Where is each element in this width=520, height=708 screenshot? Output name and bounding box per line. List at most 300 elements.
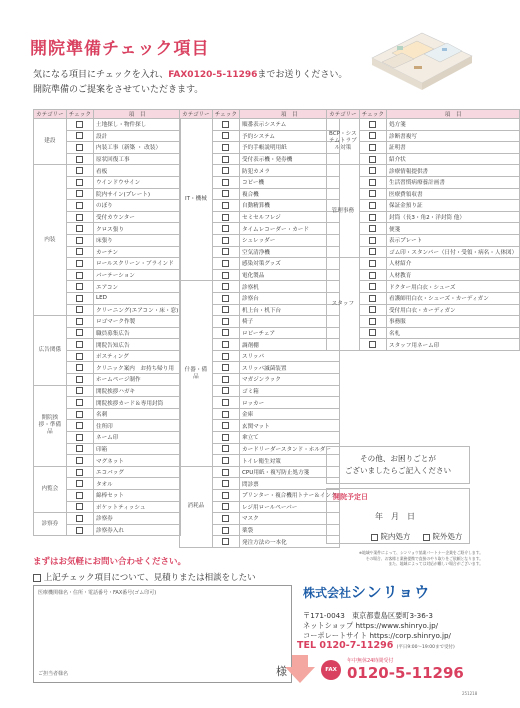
item-label: 受付カウンター [93,211,180,223]
check-cell[interactable] [212,316,239,328]
check-cell[interactable] [359,223,386,235]
checkbox[interactable] [222,492,229,499]
check-cell[interactable] [66,142,93,154]
item-label: 事務服 [386,316,519,328]
out-of-house-prescription-option[interactable] [423,531,462,542]
checkbox[interactable] [222,156,229,163]
header-item: 項 目 [239,110,339,119]
fax-number: 0120-5-11296 [347,664,464,682]
check-cell[interactable] [359,316,386,328]
item-label: 開院挨拶カード＆専用封筒 [93,397,180,409]
checkbox[interactable] [222,295,229,302]
lead-line1-after: までお送りください。 [257,70,348,80]
check-cell[interactable] [359,176,386,188]
checkbox[interactable] [76,364,83,371]
checkbox[interactable] [222,167,229,174]
schedule-title: 開院予定日 [333,493,368,501]
checkbox[interactable] [222,214,229,221]
check-cell[interactable] [212,513,239,525]
table-header-row [327,110,520,119]
checkbox[interactable] [369,144,376,151]
check-cell[interactable] [212,374,239,386]
check-cell[interactable] [66,119,93,131]
checkbox[interactable] [222,306,229,313]
checkbox[interactable] [222,399,229,406]
check-cell[interactable] [212,223,239,235]
checkbox[interactable] [76,237,83,244]
checkbox[interactable] [222,411,229,418]
item-label: 受付表示機・発券機 [239,153,339,165]
check-cell[interactable] [359,246,386,258]
check-cell[interactable] [66,374,93,386]
contact-headline: まずはお気軽にお問い合わせください。 [33,557,187,567]
header-item: 項 目 [386,110,519,119]
checklist-row [180,281,340,293]
category-label: 管理事務 [327,165,360,258]
corp-url: コーポレートサイト https://corp.shinryo.jp/ [303,631,451,640]
checkbox[interactable] [76,341,83,348]
item-label: ウインドウサイン [93,176,180,188]
checkbox[interactable] [222,457,229,464]
check-cell[interactable] [212,536,239,548]
check-cell[interactable] [212,130,239,142]
check-cell[interactable] [66,478,93,490]
checklist-row [34,316,181,328]
check-cell[interactable] [359,281,386,293]
checkbox[interactable] [369,329,376,336]
check-cell[interactable] [359,258,386,270]
check-cell[interactable] [212,188,239,200]
item-label: ロビーチェア [239,327,339,339]
checkbox[interactable] [369,318,376,325]
checkbox[interactable] [222,179,229,186]
header-check: チェック [66,110,93,119]
check-cell[interactable] [66,176,93,188]
item-label: ロールスクリーン・ブラインド [93,258,180,270]
category-label: 什器・備品 [180,281,213,467]
check-cell[interactable] [66,466,93,478]
checkbox[interactable] [76,492,83,499]
item-label: 職員募集広告 [93,327,180,339]
item-label: カーテン [93,246,180,258]
category-label: 内覧会 [34,466,67,512]
checkbox[interactable] [222,527,229,534]
checkbox[interactable] [369,237,376,244]
check-cell[interactable] [66,408,93,420]
table-header-row [34,110,181,119]
fine-print-line: ※地域や案件によって、シンリョウ協業パートナー企業をご紹介します。 [358,550,483,555]
item-label: 人材教育 [386,269,519,281]
tel-hours: (平日9:00～19:00まで受付) [396,645,455,650]
page-title: 開院準備チェック項目 [30,39,210,59]
option-label: 院内処方 [380,532,411,541]
checkbox[interactable] [369,156,376,163]
item-label: 予約システム [239,130,339,142]
item-label: 看護師用白衣・シューズ・カーディガン [386,292,519,304]
check-cell[interactable] [66,200,93,212]
check-cell[interactable] [66,292,93,304]
check-cell[interactable] [212,524,239,536]
check-cell[interactable] [66,455,93,467]
check-cell[interactable] [66,223,93,235]
item-label: 受付用白衣・カーディガン [386,304,519,316]
company-brand: シンリョウ [351,583,431,601]
item-label: クリーニング(エアコン・床・窓) [93,304,180,316]
tel-line [297,640,455,651]
check-cell[interactable] [359,269,386,281]
checkbox[interactable] [369,225,376,232]
checkbox[interactable] [76,202,83,209]
item-label: CPU用紙・複写防止処方箋 [239,466,339,478]
checkbox[interactable] [76,527,83,534]
check-cell[interactable] [212,362,239,374]
checkbox[interactable] [76,225,83,232]
checkbox[interactable] [76,272,83,279]
checkbox[interactable] [76,503,83,510]
down-arrow-icon [285,655,315,683]
checkbox[interactable] [369,190,376,197]
category-label: 内装 [34,165,67,316]
checkbox[interactable] [369,260,376,267]
checkbox[interactable] [222,202,229,209]
item-label: ポスティング [93,350,180,362]
checkbox[interactable] [222,225,229,232]
check-cell[interactable] [212,176,239,188]
checkbox[interactable] [369,248,376,255]
check-cell[interactable] [66,234,93,246]
check-cell[interactable] [359,234,386,246]
check-cell[interactable] [66,327,93,339]
checkbox[interactable] [76,283,83,290]
checkbox[interactable] [76,306,83,313]
item-label: ゴミ箱 [239,385,339,397]
item-label: 調剤棚 [239,339,339,351]
opening-schedule [326,488,470,544]
checkbox[interactable] [76,167,83,174]
checkbox[interactable] [369,214,376,221]
check-cell[interactable] [66,362,93,374]
check-cell[interactable] [212,153,239,165]
item-label: 診療情報提供書 [386,165,519,177]
clinic-floorplan-illustration [362,18,477,96]
item-label: 診断書複写 [386,130,519,142]
check-cell[interactable] [359,339,386,351]
check-cell[interactable] [359,165,386,177]
checkbox[interactable] [222,144,229,151]
item-label: 設計 [93,130,180,142]
checkbox[interactable] [76,190,83,197]
item-label: 発注方法の一本化 [239,536,339,548]
check-cell[interactable] [66,501,93,513]
checkbox[interactable] [222,364,229,371]
check-cell[interactable] [212,327,239,339]
category-label: 開院挨拶・準備品 [34,385,67,466]
check-cell[interactable] [212,200,239,212]
check-cell[interactable] [212,443,239,455]
check-cell[interactable] [359,292,386,304]
check-cell[interactable] [212,432,239,444]
checkbox[interactable] [76,434,83,441]
item-label: 処方箋 [386,119,519,131]
item-label: 診察券入れ [93,524,180,536]
check-cell[interactable] [212,281,239,293]
item-label: レジ用ロールペーパー [239,501,339,513]
checkbox[interactable] [76,387,83,394]
check-cell[interactable] [66,258,93,270]
check-cell[interactable] [212,269,239,281]
check-cell[interactable] [359,211,386,223]
checkbox[interactable] [76,329,83,336]
check-cell[interactable] [66,385,93,397]
checkbox[interactable] [76,214,83,221]
checkbox[interactable] [369,202,376,209]
schedule-date-fields[interactable]: 年 月 日 [375,512,415,521]
checkbox[interactable] [222,434,229,441]
other-issues-note [326,446,470,484]
item-label: LED [93,292,180,304]
check-cell[interactable] [66,432,93,444]
checkbox[interactable] [222,248,229,255]
check-cell[interactable] [66,443,93,455]
checkbox[interactable] [369,295,376,302]
item-label: 問診票 [239,478,339,490]
fine-print-line: また、地域によっては対応が難しい場合がございます。 [388,561,483,567]
item-label: 保証金預り証 [386,200,519,212]
checkbox[interactable] [76,248,83,255]
item-label: スリッパ滅菌装置 [239,362,339,374]
checkbox[interactable] [369,179,376,186]
item-label: 表示プレート [386,234,519,246]
check-cell[interactable] [359,142,386,154]
header-check: チェック [212,110,239,119]
item-label: 診察台 [239,292,339,304]
checkbox[interactable] [222,341,229,348]
checkbox[interactable] [222,283,229,290]
header-category: カテゴリー [180,110,213,119]
checkbox[interactable] [76,515,83,522]
checkbox[interactable] [76,179,83,186]
item-label: クロス張り [93,223,180,235]
check-cell[interactable] [66,524,93,536]
estimate-request-option[interactable] [33,571,256,583]
check-cell[interactable] [66,281,93,293]
check-cell[interactable] [212,490,239,502]
check-cell[interactable] [212,211,239,223]
checkbox[interactable] [76,156,83,163]
check-cell[interactable] [66,350,93,362]
checkbox[interactable] [369,283,376,290]
check-cell[interactable] [359,130,386,142]
check-cell[interactable] [212,165,239,177]
fax-badge: FAX [321,660,341,680]
checkbox[interactable] [76,144,83,151]
company-prefix: 株式会社 [303,586,352,600]
checkbox[interactable] [222,445,229,452]
check-cell[interactable] [66,397,93,409]
check-cell[interactable] [66,490,93,502]
item-label: 名刺 [93,408,180,420]
lead-fax-number: FAX0120-5-11296 [168,70,258,80]
checkbox[interactable] [222,376,229,383]
lead-line2: 開院準備のご提案をさせていただきます。 [33,85,204,95]
checkbox[interactable] [369,272,376,279]
check-cell[interactable] [212,258,239,270]
checkbox[interactable] [369,121,376,128]
check-cell[interactable] [66,246,93,258]
item-label: 傘立て [239,432,339,444]
check-cell[interactable] [359,188,386,200]
check-cell[interactable] [212,466,239,478]
item-label: 医療費領収書 [386,188,519,200]
check-cell[interactable] [212,246,239,258]
company-contact [303,611,451,641]
item-label: 紹介状 [386,153,519,165]
checkbox[interactable] [369,132,376,139]
checklist-column-1 [33,109,181,536]
checklist-row [180,466,340,478]
check-cell[interactable] [212,234,239,246]
check-cell[interactable] [359,304,386,316]
check-cell[interactable] [212,397,239,409]
checkbox[interactable] [222,353,229,360]
check-cell[interactable] [359,327,386,339]
check-cell[interactable] [359,200,386,212]
in-house-prescription-option[interactable] [371,531,410,542]
item-label: 診察券 [93,513,180,525]
table-header-row [180,110,340,119]
check-cell[interactable] [212,339,239,351]
checkbox[interactable] [222,422,229,429]
check-cell[interactable] [66,165,93,177]
check-cell[interactable] [212,455,239,467]
checkbox[interactable] [76,422,83,429]
item-label: ネーム印 [93,432,180,444]
document-code: 251218 [462,691,478,696]
check-cell[interactable] [212,350,239,362]
checkbox[interactable] [76,411,83,418]
checkbox[interactable] [222,132,229,139]
category-label: 建設 [34,119,67,165]
header-category: カテゴリー [34,110,67,119]
checkbox[interactable] [222,237,229,244]
check-cell[interactable] [66,339,93,351]
checkbox[interactable] [222,480,229,487]
checkbox[interactable] [222,538,229,545]
checkbox[interactable] [222,121,229,128]
item-label: カードリーダースタンド・ホルダー [239,443,339,455]
checkbox[interactable] [222,190,229,197]
checkbox[interactable] [369,341,376,348]
check-cell[interactable] [212,304,239,316]
check-cell[interactable] [212,501,239,513]
checkbox[interactable] [423,534,430,541]
contact-info-field[interactable] [33,585,292,683]
item-label: ポケットティッシュ [93,501,180,513]
check-cell[interactable] [212,408,239,420]
checkbox[interactable] [76,480,83,487]
checkbox[interactable] [222,387,229,394]
item-label: 人材紹介 [386,258,519,270]
item-label: ロゴマーク作製 [93,316,180,328]
checkbox[interactable] [222,318,229,325]
check-cell[interactable] [212,119,239,131]
checkbox[interactable] [222,329,229,336]
checkbox[interactable] [369,167,376,174]
checkbox[interactable] [222,272,229,279]
item-label: スタッフ用ネーム印 [386,339,519,351]
check-cell[interactable] [66,304,93,316]
checkbox[interactable] [222,515,229,522]
item-label: 原状回復工事 [93,153,180,165]
check-cell[interactable] [212,478,239,490]
checklist-row [34,165,181,177]
checkbox[interactable] [76,295,83,302]
check-cell[interactable] [66,420,93,432]
item-label: 防犯カメラ [239,165,339,177]
check-cell[interactable] [359,153,386,165]
item-label: 椅子 [239,316,339,328]
checkbox[interactable] [76,469,83,476]
checkbox[interactable] [222,503,229,510]
item-label: エアコン [93,281,180,293]
check-cell[interactable] [66,130,93,142]
fine-print [303,550,483,567]
item-label: 住所印 [93,420,180,432]
item-label: 名札 [386,327,519,339]
checkbox[interactable] [76,318,83,325]
item-label: 印箱 [93,443,180,455]
checkbox[interactable] [76,353,83,360]
honorific-label: 様 [276,665,287,678]
checkbox[interactable] [76,376,83,383]
check-cell[interactable] [212,292,239,304]
item-label: のぼり [93,200,180,212]
checkbox[interactable] [76,399,83,406]
check-cell[interactable] [212,385,239,397]
contact-field-label: 医療機関様名・住所・電話番号・FAX番号(ゴム印可) [38,590,157,596]
item-label: タオル [93,478,180,490]
checkbox[interactable] [222,260,229,267]
checkbox[interactable] [76,132,83,139]
checklist-row [34,466,181,478]
check-cell[interactable] [212,420,239,432]
checkbox[interactable] [76,260,83,267]
item-label: シュレッダー [239,234,339,246]
check-cell[interactable] [66,188,93,200]
checkbox[interactable] [33,574,41,582]
checkbox[interactable] [369,306,376,313]
item-label: プリンター・複合機用トナー＆インク [239,490,339,502]
lead-line1-before: 気になる項目にチェックを入れ、 [33,70,169,80]
check-cell[interactable] [66,316,93,328]
check-cell[interactable] [212,142,239,154]
checkbox[interactable] [76,457,83,464]
check-cell[interactable] [66,153,93,165]
check-cell[interactable] [66,211,93,223]
check-cell[interactable] [66,513,93,525]
item-label: エコバッグ [93,466,180,478]
check-cell[interactable] [359,119,386,131]
item-label: 自動精算機 [239,200,339,212]
check-cell[interactable] [66,269,93,281]
checkbox[interactable] [76,121,83,128]
checkbox[interactable] [222,469,229,476]
checkbox[interactable] [371,534,378,541]
checkbox[interactable] [76,445,83,452]
item-label: 電化製品 [239,269,339,281]
item-label: 机上台・机下台 [239,304,339,316]
item-label: 封筒（長3・角2・洋封筒 他） [386,211,519,223]
